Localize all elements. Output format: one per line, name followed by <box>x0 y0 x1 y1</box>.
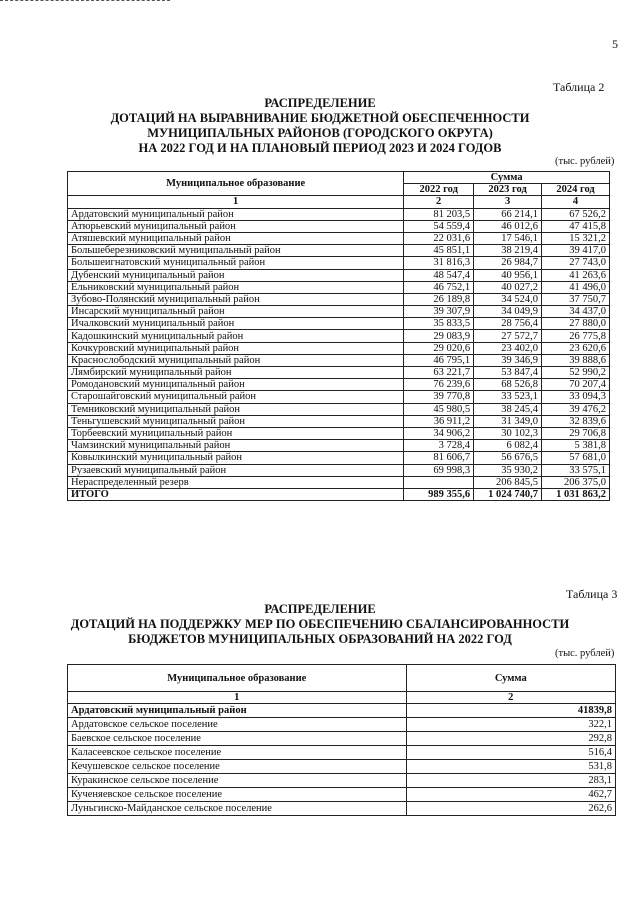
municipality-name: Кочкуровский муниципальный район <box>68 342 404 354</box>
table3-units: (тыс. рублей) <box>555 648 615 659</box>
table2-col-municipality: Муниципальное образование <box>68 172 404 196</box>
value-2023: 35 930,2 <box>474 464 542 476</box>
value-2024: 33 094,3 <box>542 391 610 403</box>
municipality-name: Старошайговский муниципальный район <box>68 391 404 403</box>
table-row <box>68 330 610 342</box>
municipality-name: Большеигнатовский муниципальный район <box>68 257 404 269</box>
municipality-name: Ромодановский муниципальный район <box>68 379 404 391</box>
table2-col-sum: Сумма <box>404 172 610 184</box>
value-2024: 47 415,8 <box>542 220 610 232</box>
municipality-name: Чамзинский муниципальный район <box>68 440 404 452</box>
municipality-name: Краснослободский муниципальный район <box>68 354 404 366</box>
table-row <box>68 257 610 269</box>
table-row <box>68 293 610 305</box>
table2-col-year: 2023 год <box>474 184 542 196</box>
value-2024: 39 476,2 <box>542 403 610 415</box>
value-2023: 17 546,1 <box>474 232 542 244</box>
table-row <box>68 452 610 464</box>
value-2024: 32 839,6 <box>542 415 610 427</box>
table2-col-year: 2024 год <box>542 184 610 196</box>
value-2022: 46 795,1 <box>404 354 474 366</box>
sum-value: 292,8 <box>406 732 615 746</box>
value-2022: 36 911,2 <box>404 415 474 427</box>
value-2022: 45 851,1 <box>404 245 474 257</box>
value-2024: 70 207,4 <box>542 379 610 391</box>
table2-label: Таблица 2 <box>553 80 605 94</box>
value-2022: 46 752,1 <box>404 281 474 293</box>
page-number: 5 <box>612 37 618 51</box>
value-2024: 39 888,6 <box>542 354 610 366</box>
value-2023: 206 845,5 <box>474 476 542 488</box>
table-row <box>68 403 610 415</box>
municipality-name: Ардатовское сельское поселение <box>68 718 407 732</box>
value-2024: 67 526,2 <box>542 208 610 220</box>
sum-value: 283,1 <box>406 774 615 788</box>
table-row <box>68 746 616 760</box>
municipality-name: Зубово-Полянский муниципальный район <box>68 293 404 305</box>
municipality-name: Ардатовский муниципальный район <box>68 208 404 220</box>
value-2023: 40 956,1 <box>474 269 542 281</box>
value-2023: 23 402,0 <box>474 342 542 354</box>
total-label: ИТОГО <box>68 488 404 500</box>
table2-col-number: 1 <box>68 196 404 208</box>
value-2024: 206 375,0 <box>542 476 610 488</box>
table-row <box>68 802 616 816</box>
municipality-name: Темниковский муниципальный район <box>68 403 404 415</box>
value-2022 <box>404 476 474 488</box>
sum-value: 516,4 <box>406 746 615 760</box>
table-row <box>68 269 610 281</box>
value-2024: 33 575,1 <box>542 464 610 476</box>
sum-value: 322,1 <box>406 718 615 732</box>
table3-col-number: 1 <box>68 692 407 704</box>
value-2024: 27 880,0 <box>542 318 610 330</box>
municipality-name: Луньгинско-Майданское сельское поселение <box>68 802 407 816</box>
value-2024: 41 263,6 <box>542 269 610 281</box>
value-2022: 39 307,9 <box>404 306 474 318</box>
value-2023: 68 526,8 <box>474 379 542 391</box>
value-2022: 26 189,8 <box>404 293 474 305</box>
municipality-name: Ельниковский муниципальный район <box>68 281 404 293</box>
table2-col-year: 2022 год <box>404 184 474 196</box>
value-2024: 37 750,7 <box>542 293 610 305</box>
table-row <box>68 245 610 257</box>
table-row <box>68 342 610 354</box>
table3 <box>67 664 616 816</box>
municipality-name: Ковылкинский муниципальный район <box>68 452 404 464</box>
municipality-name: Куракинское сельское поселение <box>68 774 407 788</box>
table-row <box>68 704 616 718</box>
table-row <box>68 379 610 391</box>
value-2024: 29 706,8 <box>542 427 610 439</box>
total-2023: 1 024 740,7 <box>474 488 542 500</box>
table3-col-number: 2 <box>406 692 615 704</box>
municipality-name: Кадошкинский муниципальный район <box>68 330 404 342</box>
value-2023: 34 049,9 <box>474 306 542 318</box>
value-2022: 81 203,5 <box>404 208 474 220</box>
table2-col-number: 4 <box>542 196 610 208</box>
table-row <box>68 718 616 732</box>
table-row <box>68 306 610 318</box>
value-2022: 54 559,4 <box>404 220 474 232</box>
municipality-name: Рузаевский муниципальный район <box>68 464 404 476</box>
value-2023: 30 102,3 <box>474 427 542 439</box>
municipality-name: Лямбирский муниципальный район <box>68 367 404 379</box>
municipality-name: Атяшевский муниципальный район <box>68 232 404 244</box>
value-2024: 34 437,0 <box>542 306 610 318</box>
value-2022: 39 770,8 <box>404 391 474 403</box>
value-2023: 56 676,5 <box>474 452 542 464</box>
table2-col-number: 3 <box>474 196 542 208</box>
table-row <box>68 391 610 403</box>
table-row <box>68 760 616 774</box>
value-2024: 5 381,8 <box>542 440 610 452</box>
table3-title <box>0 602 640 647</box>
value-2024: 23 620,6 <box>542 342 610 354</box>
table3-title-line: БЮДЖЕТОВ МУНИЦИПАЛЬНЫХ ОБРАЗОВАНИЙ НА 2022 ГОД <box>128 632 512 646</box>
table3-label: Таблица 3 <box>566 587 618 601</box>
value-2022: 35 833,5 <box>404 318 474 330</box>
municipality-name: Атюрьевский муниципальный район <box>68 220 404 232</box>
value-2022: 22 031,6 <box>404 232 474 244</box>
value-2024: 39 417,0 <box>542 245 610 257</box>
municipality-name: Нераспределенный резерв <box>68 476 404 488</box>
table3-col-municipality: Муниципальное образование <box>68 665 407 692</box>
value-2023: 26 984,7 <box>474 257 542 269</box>
table-row <box>68 427 610 439</box>
value-2022: 34 906,2 <box>404 427 474 439</box>
table3-title-line: ДОТАЦИЙ НА ПОДДЕРЖКУ МЕР ПО ОБЕСПЕЧЕНИЮ СБАЛАНСИРОВАННОСТИ <box>70 617 570 631</box>
table-row <box>68 367 610 379</box>
value-2023: 28 756,4 <box>474 318 542 330</box>
table-row <box>68 464 610 476</box>
value-2022: 76 239,6 <box>404 379 474 391</box>
municipality-name: Кечушевское сельское поселение <box>68 760 407 774</box>
table2-title <box>0 96 640 156</box>
value-2023: 46 012,6 <box>474 220 542 232</box>
municipality-name: Каласеевское сельское поселение <box>68 746 407 760</box>
value-2023: 6 082,4 <box>474 440 542 452</box>
total-2022: 989 355,6 <box>404 488 474 500</box>
municipality-name: Инсарский муниципальный район <box>68 306 404 318</box>
value-2023: 66 214,1 <box>474 208 542 220</box>
municipality-name: Ичалковский муниципальный район <box>68 318 404 330</box>
value-2022: 48 547,4 <box>404 269 474 281</box>
value-2023: 33 523,1 <box>474 391 542 403</box>
table2-title-line: МУНИЦИПАЛЬНЫХ РАЙОНОВ (ГОРОДСКОГО ОКРУГА) <box>147 126 493 140</box>
value-2024: 52 990,2 <box>542 367 610 379</box>
table2-title-line: РАСПРЕДЕЛЕНИЕ <box>264 96 376 110</box>
value-2022: 81 606,7 <box>404 452 474 464</box>
top-scan-line <box>0 0 170 1</box>
value-2023: 53 847,4 <box>474 367 542 379</box>
table2-body <box>68 208 610 501</box>
table-row <box>68 440 610 452</box>
value-2023: 40 027,2 <box>474 281 542 293</box>
table-row <box>68 281 610 293</box>
table2-title-line: ДОТАЦИЙ НА ВЫРАВНИВАНИЕ БЮДЖЕТНОЙ ОБЕСПЕЧЕННОСТИ <box>110 111 530 125</box>
value-2023: 38 219,4 <box>474 245 542 257</box>
sum-value: 462,7 <box>406 788 615 802</box>
municipality-name: Ардатовский муниципальный район <box>68 704 407 718</box>
table-row <box>68 415 610 427</box>
municipality-name: Большеберезниковский муниципальный район <box>68 245 404 257</box>
table2 <box>67 171 610 501</box>
municipality-name: Баевское сельское поселение <box>68 732 407 746</box>
table2-units: (тыс. рублей) <box>555 156 615 167</box>
value-2023: 27 572,7 <box>474 330 542 342</box>
value-2023: 34 524,0 <box>474 293 542 305</box>
table3-title-line: РАСПРЕДЕЛЕНИЕ <box>264 602 376 616</box>
value-2022: 45 980,5 <box>404 403 474 415</box>
total-row <box>68 488 610 500</box>
table3-col-sum: Сумма <box>406 665 615 692</box>
value-2022: 29 083,9 <box>404 330 474 342</box>
table-row <box>68 220 610 232</box>
value-2024: 57 681,0 <box>542 452 610 464</box>
value-2023: 31 349,0 <box>474 415 542 427</box>
total-2024: 1 031 863,2 <box>542 488 610 500</box>
table2-col-number: 2 <box>404 196 474 208</box>
municipality-name: Теньгушевский муниципальный район <box>68 415 404 427</box>
table-row <box>68 354 610 366</box>
value-2022: 63 221,7 <box>404 367 474 379</box>
table-row <box>68 788 616 802</box>
value-2024: 15 321,2 <box>542 232 610 244</box>
value-2024: 41 496,0 <box>542 281 610 293</box>
value-2023: 39 346,9 <box>474 354 542 366</box>
sum-value: 41839,8 <box>406 704 615 718</box>
table-row <box>68 318 610 330</box>
table-row <box>68 208 610 220</box>
value-2022: 29 020,6 <box>404 342 474 354</box>
value-2022: 3 728,4 <box>404 440 474 452</box>
municipality-name: Кученяевское сельское поселение <box>68 788 407 802</box>
table-row <box>68 732 616 746</box>
sum-value: 262,6 <box>406 802 615 816</box>
value-2024: 26 775,8 <box>542 330 610 342</box>
value-2022: 69 998,3 <box>404 464 474 476</box>
table-row <box>68 476 610 488</box>
sum-value: 531,8 <box>406 760 615 774</box>
table-row <box>68 774 616 788</box>
table3-body <box>68 704 616 816</box>
value-2024: 27 743,0 <box>542 257 610 269</box>
municipality-name: Дубенский муниципальный район <box>68 269 404 281</box>
value-2023: 38 245,4 <box>474 403 542 415</box>
municipality-name: Торбеевский муниципальный район <box>68 427 404 439</box>
table2-title-line: НА 2022 ГОД И НА ПЛАНОВЫЙ ПЕРИОД 2023 И 2024 ГОДОВ <box>138 141 502 155</box>
value-2022: 31 816,3 <box>404 257 474 269</box>
table-row <box>68 232 610 244</box>
